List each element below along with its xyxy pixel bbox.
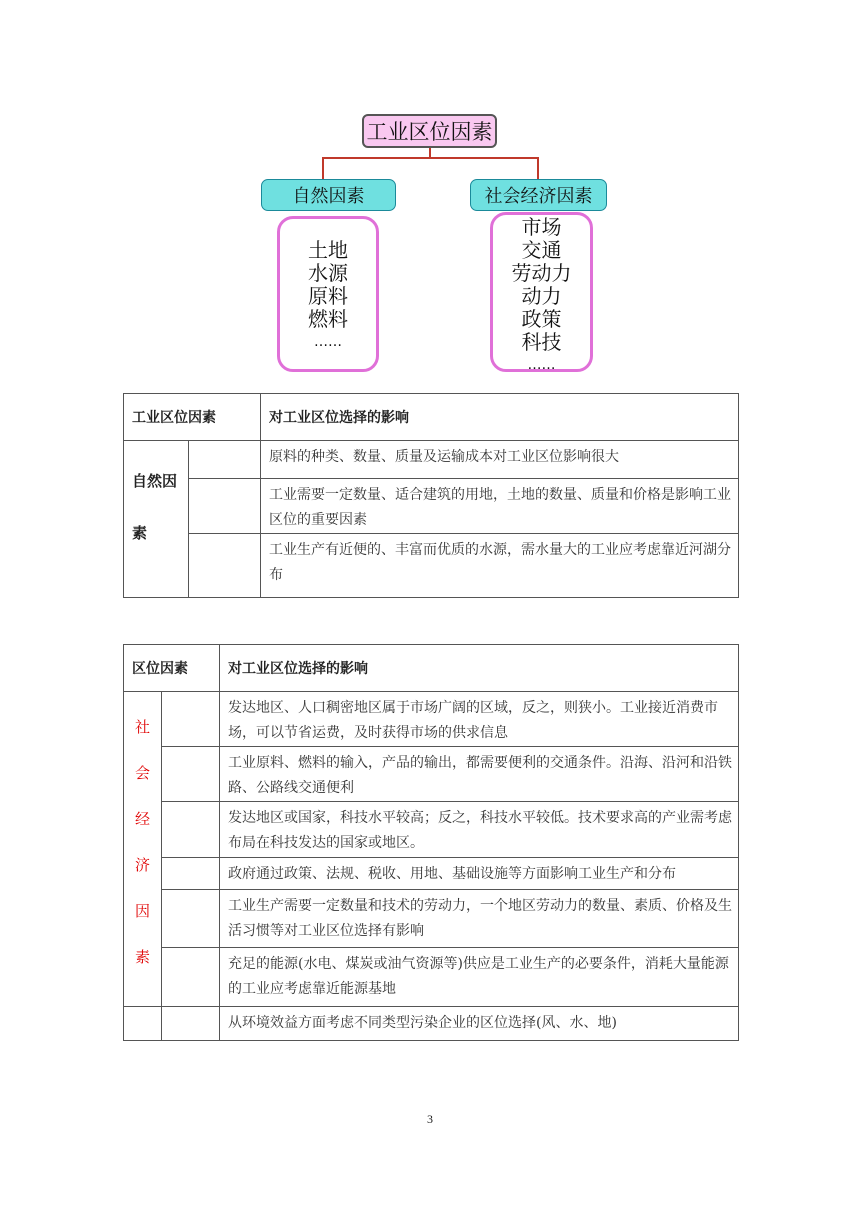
table-header: 对工业区位选择的影响 — [261, 394, 739, 441]
list-item: 水源 — [308, 261, 348, 285]
empty-cell — [162, 747, 220, 802]
list-item: 动力 — [521, 284, 562, 308]
natural-factors-list — [277, 216, 379, 372]
natural-factors-table — [123, 393, 739, 598]
list-item: …… — [314, 334, 342, 350]
list-item: 科技 — [521, 330, 562, 354]
empty-cell — [189, 441, 261, 479]
table-row: 工业生产有近便的、丰富而优质的水源，需水量大的工业应考虑靠近河湖分布 — [261, 534, 739, 598]
empty-cell — [162, 802, 220, 858]
table-row: 工业原料、燃料的输入，产品的输出，都需要便利的交通条件。沿海、沿河和沿铁路、公路线交通便利 — [220, 747, 739, 802]
table-header: 对工业区位选择的影响 — [220, 645, 739, 692]
empty-cell — [189, 534, 261, 598]
table-row: 从环境效益方面考虑不同类型污染企业的区位选择(风、水、地) — [220, 1007, 739, 1041]
empty-cell — [162, 890, 220, 948]
page-number: 3 — [427, 1112, 433, 1126]
empty-cell — [162, 1007, 220, 1041]
list-item: …… — [527, 357, 556, 373]
table-row: 工业需要一定数量、适合建筑的用地，土地的数量、质量和价格是影响工业区位的重要因素 — [261, 479, 739, 534]
list-item: 劳动力 — [511, 261, 572, 285]
connector-line — [322, 157, 324, 179]
table-header: 区位因素 — [124, 645, 220, 692]
empty-cell — [162, 858, 220, 890]
table-row: 发达地区或国家，科技水平较高；反之，科技水平较低。技术要求高的产业需考虑布局在科技发达的国家或地区。 — [220, 802, 739, 858]
empty-cell — [162, 948, 220, 1007]
natural-factors-box: 自然因素 — [261, 179, 396, 211]
list-item: 燃料 — [308, 307, 348, 331]
table-row: 发达地区、人口稠密地区属于市场广阔的区域，反之，则狭小。工业接近消费市场，可以节省运费，及时获得市场的供求信息 — [220, 692, 739, 747]
table-row: 充足的能源(水电、煤炭或油气资源等)供应是工业生产的必要条件，消耗大量能源的工业应考虑靠近能源基地 — [220, 948, 739, 1007]
category-social: 社 会 经 济 因 素 — [124, 692, 162, 1007]
table-row: 工业生产需要一定数量和技术的劳动力，一个地区劳动力的数量、素质、价格及生活习惯等对工业区位选择有影响 — [220, 890, 739, 948]
list-item: 原料 — [308, 284, 348, 308]
list-item: 政策 — [521, 307, 562, 331]
social-factors-box: 社会经济因素 — [470, 179, 607, 211]
list-item: 土地 — [308, 238, 348, 262]
connector-line — [537, 157, 539, 179]
table-row: 政府通过政策、法规、税收、用地、基础设施等方面影响工业生产和分布 — [220, 858, 739, 890]
category-natural: 自然因 素 — [124, 441, 189, 598]
list-item: 交通 — [521, 238, 562, 262]
empty-cell — [162, 692, 220, 747]
social-factors-list — [490, 212, 593, 372]
list-item: 市场 — [521, 215, 562, 239]
table-header: 工业区位因素 — [124, 394, 261, 441]
empty-cell — [124, 1007, 162, 1041]
diagram-root: 工业区位因素 — [362, 114, 497, 148]
table-row: 原料的种类、数量、质量及运输成本对工业区位影响很大 — [261, 441, 739, 479]
social-factors-table — [123, 644, 739, 1041]
connector-line — [322, 157, 539, 159]
empty-cell — [189, 479, 261, 534]
